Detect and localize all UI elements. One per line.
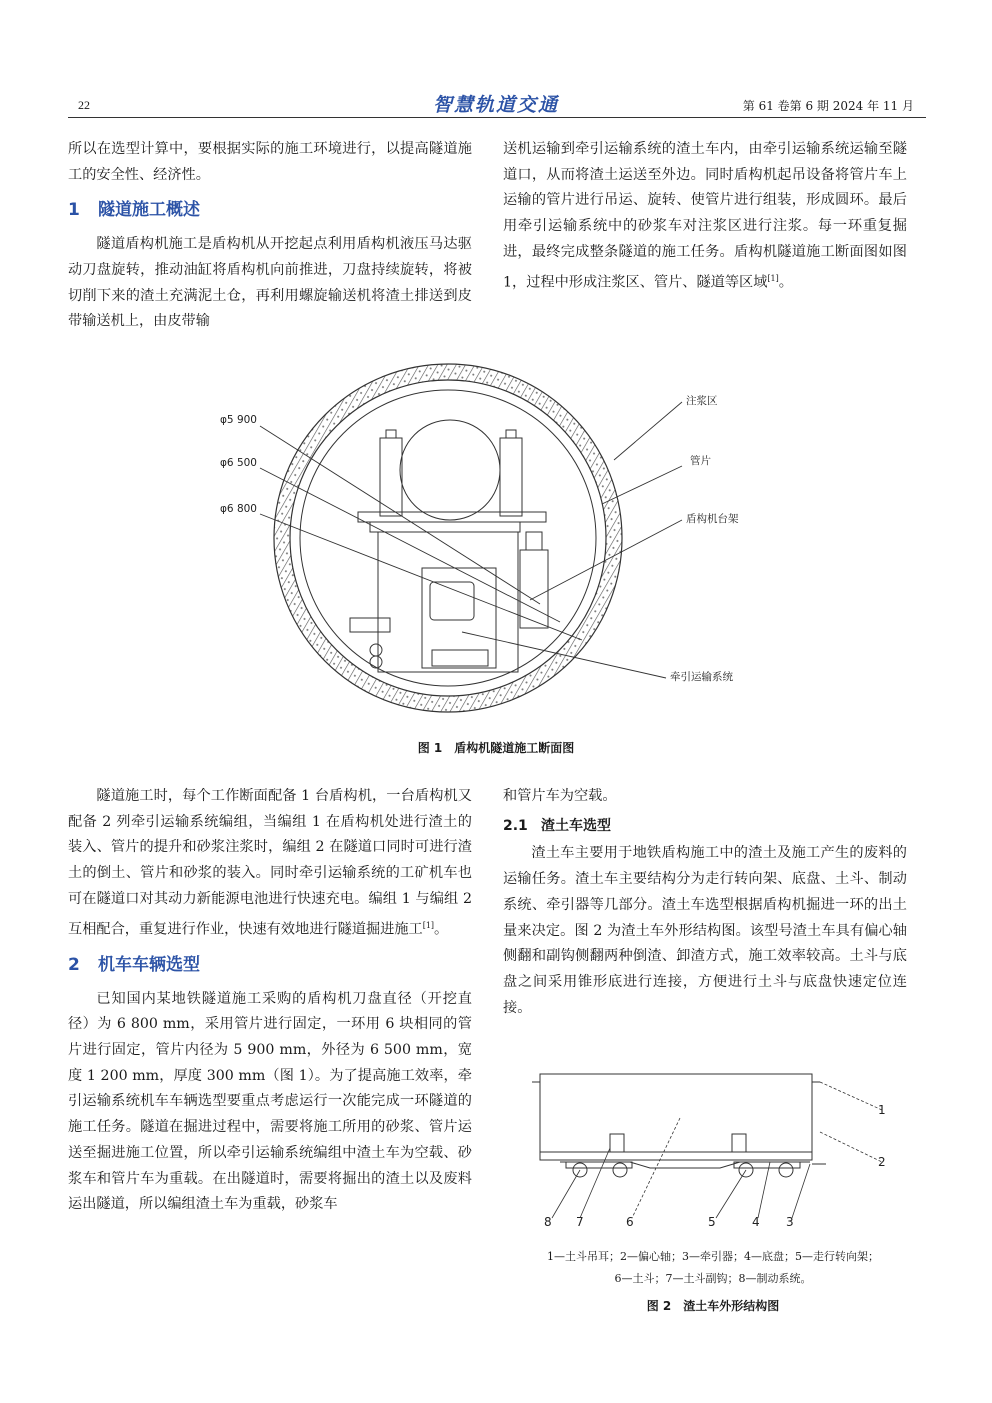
label-traction-system: 牵引运输系统	[670, 671, 733, 683]
section-number: 1	[68, 200, 80, 221]
callout-leaders	[552, 1082, 882, 1218]
label-d6500: φ6 500	[220, 457, 257, 469]
legend-line-1: 1—土斗吊耳；2—偏心轴；3—牵引器；4—底盘；5—走行转向架；	[547, 1250, 879, 1263]
paragraph-text: 送机运输到牵引运输系统的渣土车内，由牵引运输系统运输至隧道口，从而将渣土运送至外边。同时盾构机起吊设备将管片车上运输的管片进行吊运、旋转、使管片进行组装，形成圆环。最后用牵引运输系统中的砂浆车对注浆区进行注浆。每一环重复掘进，最终完成整条隧道的施工任务。盾构机隧道施工断面图如图 1，过程中形成注浆区、管片、隧道等区域	[503, 141, 907, 291]
paragraph-text: 隧道施工时，每个工作断面配备 1 台盾构机，一台盾构机又配备 2 列牵引运输系统编组，当编组 1 在盾构机处进行渣土的装入、管片的提升和砂浆注浆时，编组 2 在隧道口同时可进行渣土的倒土、管片和砂浆的装入。同时牵引运输系统的工矿机车也可在隧道口对其动力新能源电池进行快速充电。编组 1 与编组 2 互相配合，重复进行作业，快速有效地进行隧道掘进施工	[68, 788, 472, 938]
callout-4: 4	[752, 1215, 760, 1229]
chassis	[560, 1162, 810, 1168]
section-1-heading	[68, 198, 472, 224]
segment-inner-circle	[300, 390, 596, 686]
legend-line-2: 6—土斗；7—土斗副钩；8—制动系统。	[614, 1272, 812, 1285]
label-d5900: φ5 900	[220, 414, 257, 426]
paragraph-end: 。	[434, 921, 449, 938]
callout-2: 2	[878, 1155, 886, 1169]
left-column-bottom	[68, 784, 472, 1218]
section-2-heading	[68, 953, 472, 979]
callout-3: 3	[786, 1215, 794, 1229]
subsection-2-1-heading	[503, 814, 907, 840]
soil-bucket	[540, 1074, 812, 1152]
journal-title: 智慧轨道交通	[432, 94, 559, 116]
header-rule	[68, 117, 926, 118]
label-d6800: φ6 800	[220, 503, 257, 515]
paragraph: 所以在选型计算中，要根据实际的施工环境进行，以提高隧道施工的安全性、经济性。	[68, 141, 472, 183]
left-column-top	[68, 137, 472, 335]
figure-2-legend	[503, 1246, 923, 1290]
section-title: 机车车辆选型	[98, 954, 200, 975]
paragraph: 和管片车为空载。	[503, 788, 617, 804]
subsection-title: 渣土车选型	[541, 817, 611, 834]
paragraph	[503, 137, 907, 296]
paragraph: 隧道盾构机施工是盾构机从开挖起点利用盾构机液压马达驱动刀盘旋转，推动油缸将盾构机向前推进，刀盘持续旋转，将被切削下来的渣土充满泥土仓，再利用螺旋输送机将渣土排送到皮带输送机上，由皮带输	[68, 236, 472, 330]
paragraph	[68, 784, 472, 943]
page-number: 22	[78, 98, 90, 112]
label-segment: 管片	[690, 455, 711, 467]
citation: [1]	[767, 273, 779, 283]
figure-2-muck-car	[520, 1068, 900, 1238]
section-number: 2	[68, 954, 80, 975]
section-title: 隧道施工概述	[98, 200, 200, 221]
right-column-top	[503, 137, 907, 296]
figure-1-caption: 图 1 盾构机隧道施工断面图	[417, 741, 575, 755]
paragraph-end: 。	[778, 274, 793, 291]
muck-car-drawing	[532, 1074, 826, 1177]
figure-2-caption: 图 2 渣土车外形结构图	[646, 1299, 780, 1313]
figure-1-tunnel-section	[200, 360, 780, 730]
paragraph: 已知国内某地铁隧道施工采购的盾构机刀盘直径（开挖直径）为 6 800 mm，采用管片进行固定，一环用 6 块相同的管片进行固定，管片内径为 5 900 mm，外径为 6 500 mm，宽度 1 200 mm，厚度 300 mm（图 1）。为了提高施工效率，牵引运输系统机车车辆选型要重点考虑运行一次能完成一环隧道的施工任务。隧道在掘进过程中，需要将施工所用的砂浆、管片运送至掘进施工位置，所以牵引运输系统编组中渣土车为空载、砂浆车和管片车为重载。在出隧道时，需要将掘出的渣土以及废料运出隧道，所以编组渣土车为重载，砂浆车	[68, 990, 472, 1213]
callout-1: 1	[878, 1103, 886, 1117]
issue-info: 第 61 卷第 6 期 2024 年 11 月	[742, 99, 914, 113]
subsection-number: 2.1	[503, 817, 528, 834]
citation: [1]	[422, 920, 435, 930]
callout-6: 6	[626, 1215, 634, 1229]
paragraph: 渣土车主要用于地铁盾构施工中的渣土及施工产生的废料的运输任务。渣土车主要结构分为走行转向架、底盘、土斗、制动系统、牵引器等几部分。渣土车选型根据盾构机掘进一环的出土量来决定。图 2 为渣土车外形结构图。该型号渣土车具有偏心轴侧翻和副钩侧翻两种倒渣、卸渣方式，施工效率较高。土斗与底盘之间采用锥形底进行连接，方便进行土斗与底盘快速定位连接。	[503, 845, 907, 1016]
right-column-bottom	[503, 784, 907, 1021]
label-frame: 盾构机台架	[686, 513, 739, 525]
callout-8: 8	[544, 1215, 552, 1229]
label-grout-zone: 注浆区	[686, 395, 718, 407]
callout-5: 5	[708, 1215, 716, 1229]
callout-7: 7	[576, 1215, 584, 1229]
